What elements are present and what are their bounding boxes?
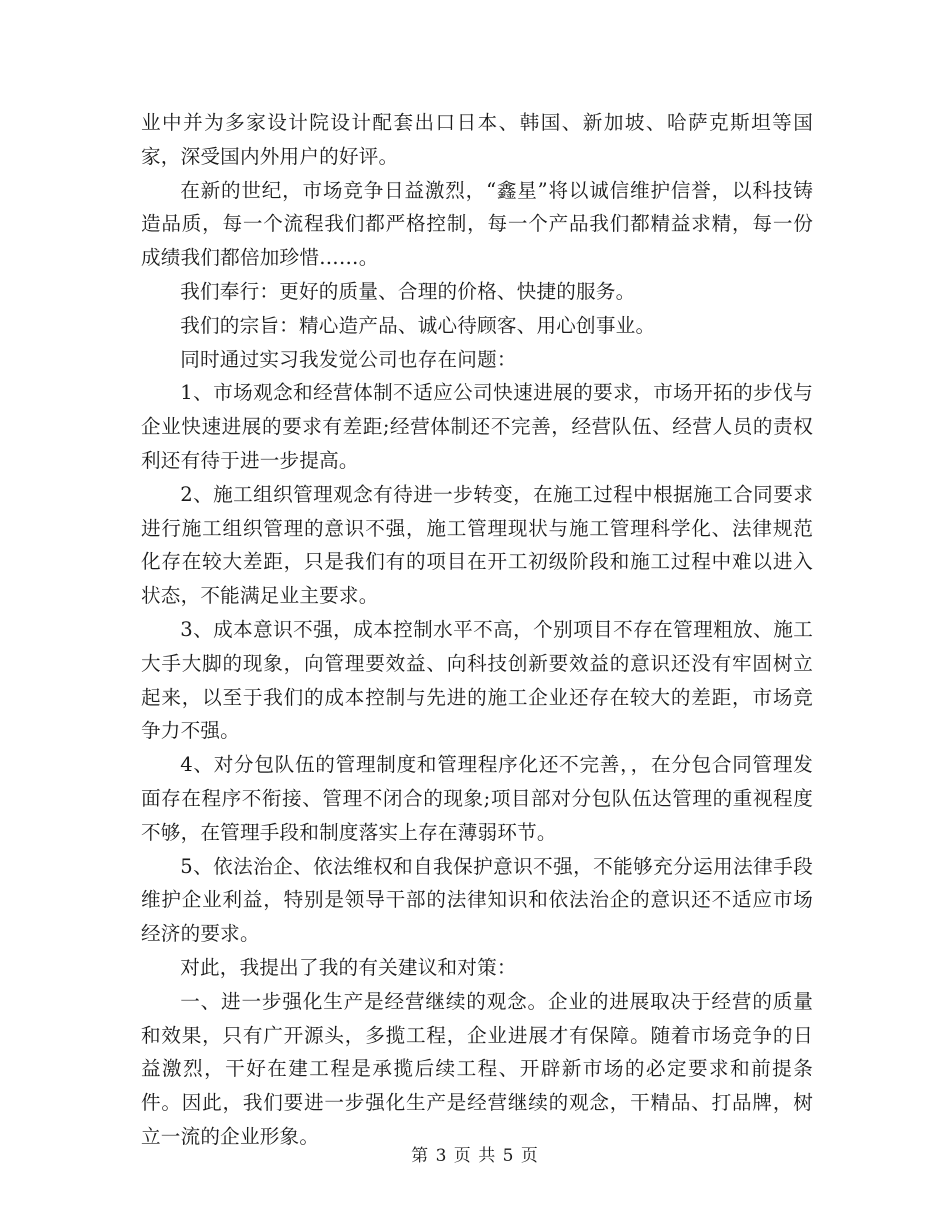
paragraph-problem-3: 3、成本意识不强，成本控制水平不高，个别项目不存在管理粗放、施工大手大脚的现象，向管理要效益、向科技创新要效益的意识还没有牢固树立起来，以至于我们的成本控制与先进的施工企业还存在较大的差距，市场竞争力不强。 xyxy=(141,617,813,743)
document-body xyxy=(141,106,813,1154)
paragraph-purpose: 我们的宗旨：精心造产品、诚心待顾客、用心创事业。 xyxy=(180,313,656,337)
paragraph-problem-4: 4、对分包队伍的管理制度和管理程序化还不完善，，在分包合同管理发面存在程序不衔接、管理不闭合的现象;项目部对分包队伍达管理的重视程度不够，在管理手段和制度落实上存在薄弱环节。 xyxy=(141,753,813,844)
paragraph-principle: 我们奉行：更好的质量、合理的价格、快捷的服务。 xyxy=(180,279,636,303)
paragraph-new-century: 在新的世纪，市场竞争日益激烈，“鑫星”将以诚信维护信誉，以科技铸造品质，每一个流程我们都严格控制，每一个产品我们都精益求精，每一份成绩我们都倍加珍惜……。 xyxy=(141,178,813,270)
paragraph-continuation: 业中并为多家设计院设计配套出口日本、韩国、新加坡、哈萨克斯坦等国家，深受国内外用户的好评。 xyxy=(141,111,813,168)
paragraph-problem-2: 2、施工组织管理观念有待进一步转变，在施工过程中根据施工合同要求进行施工组织管理的意识不强，施工管理现状与施工管理科学化、法律规范化存在较大差距，只是我们有的项目在开工初级阶段和施工过程中难以进入状态，不能满足业主要求。 xyxy=(141,482,813,608)
paragraph-suggestions-intro: 对此，我提出了我的有关建议和对策： xyxy=(180,955,517,979)
paragraph-problem-5: 5、依法治企、依法维权和自我保护意识不强，不能够充分运用法律手段维护企业利益，特别是领导干部的法律知识和依法治企的意识还不适应市场经济的要求。 xyxy=(141,854,813,946)
paragraph-problem-1: 1、市场观念和经营体制不适应公司快速进展的要求，市场开拓的步伐与企业快速进展的要求有差距;经营体制还不完善，经营队伍、经营人员的责权利还有待于进一步提高。 xyxy=(141,381,813,472)
page-number-footer: 第 3 页 共 5 页 xyxy=(411,1146,539,1166)
paragraph-suggestion-1: 一、进一步强化生产是经营继续的观念。企业的进展取决于经营的质量和效果，只有广开源头，多揽工程，企业进展才有保障。随着市场竞争的日益激烈，干好在建工程是承揽后续工程、开辟新市场的必定要求和前提条件。因此，我们要进一步强化生产是经营继续的观念，干精品、打品牌，树立一流的企业形象。 xyxy=(141,989,813,1148)
paragraph-problems-intro: 同时通过实习我发觉公司也存在问题： xyxy=(180,347,517,371)
